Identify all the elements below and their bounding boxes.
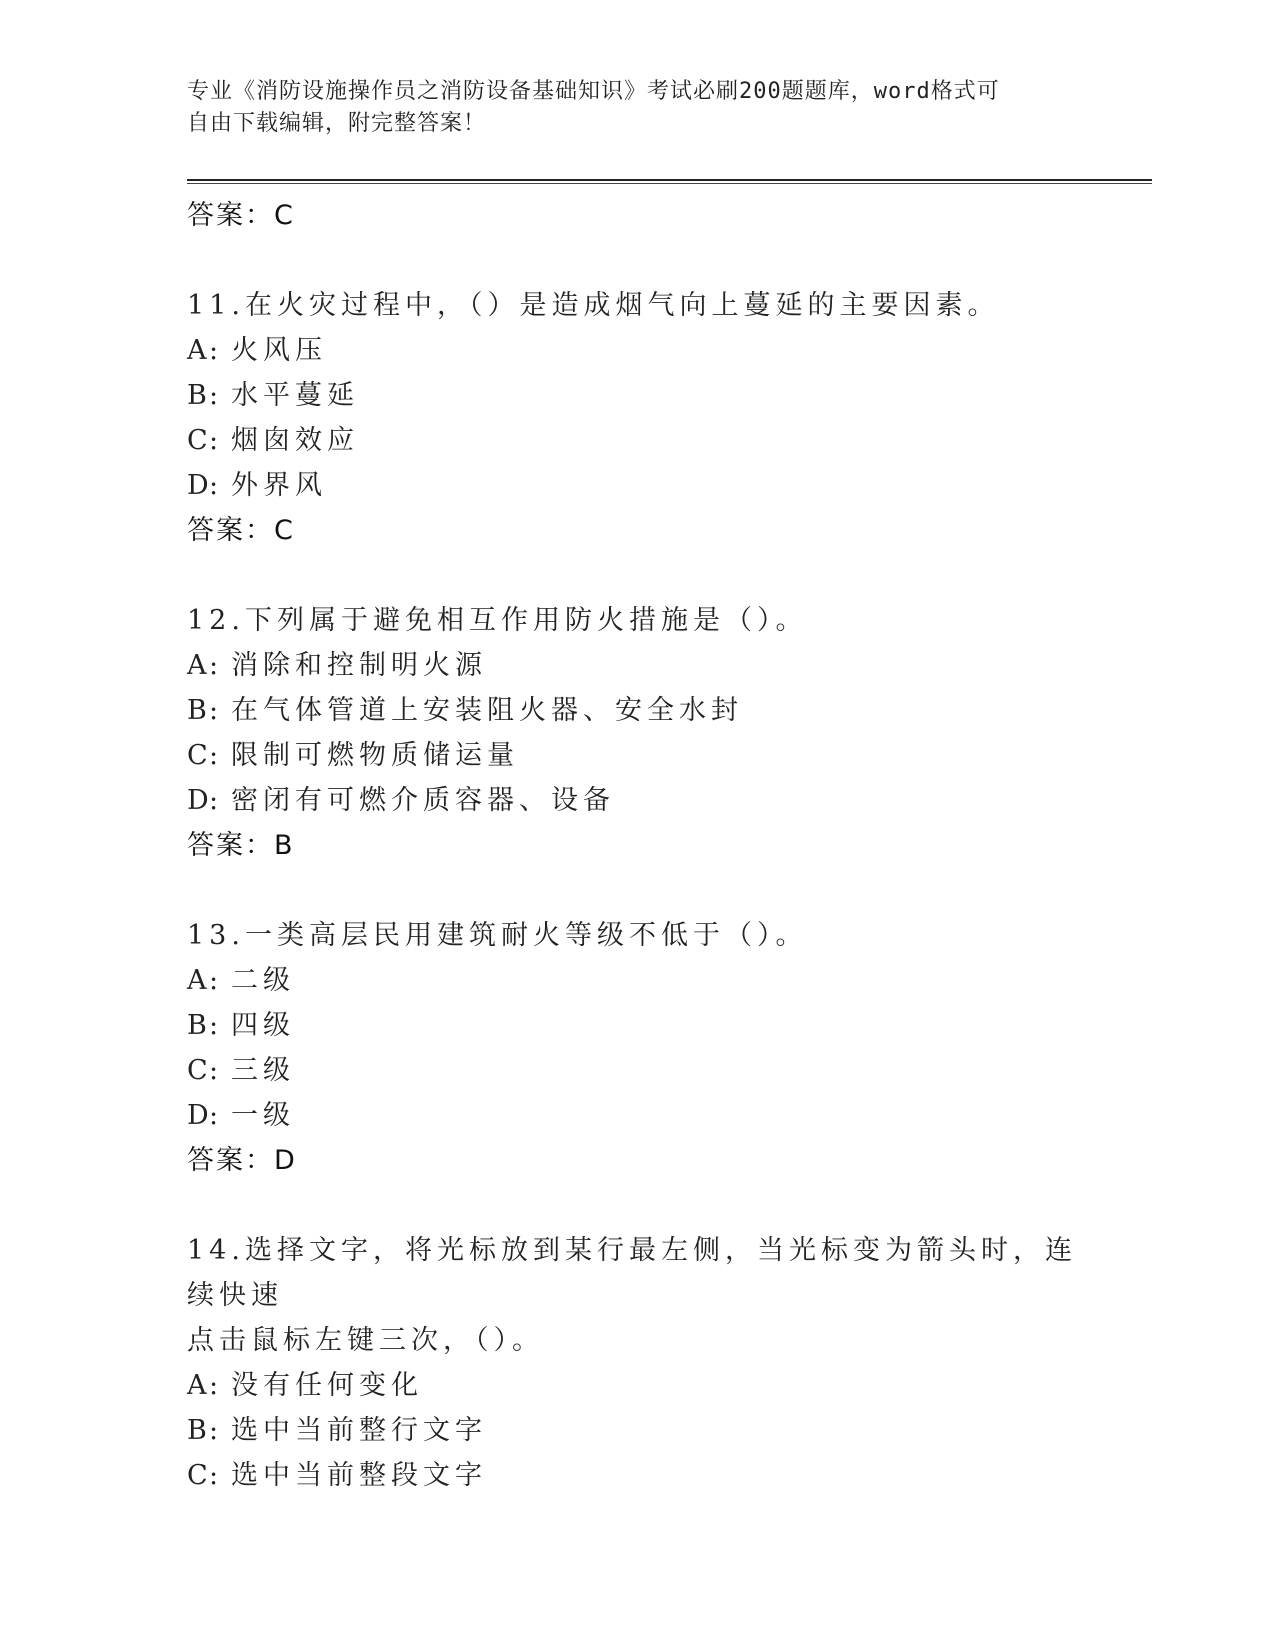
answer-label: 答案： — [187, 200, 274, 231]
answer-value: C — [274, 200, 293, 231]
option-a: A: 没有任何变化 — [187, 1370, 423, 1401]
option-a: A: 消除和控制明火源 — [187, 650, 487, 681]
question-block — [187, 913, 1087, 1184]
answer-line: 答案：B — [187, 830, 293, 861]
option-b: B: 选中当前整行文字 — [187, 1415, 487, 1446]
question-text: 13.一类高层民用建筑耐火等级不低于（）。 — [187, 920, 808, 951]
question-text-line-2: 点击鼠标左键三次，（）。 — [187, 1325, 544, 1356]
question-text: 12.下列属于避免相互作用防火措施是（）。 — [187, 605, 808, 636]
option-d: D: 外界风 — [187, 470, 327, 501]
answer-line — [187, 193, 1087, 239]
header-divider — [187, 179, 1152, 181]
option-c: C: 烟囱效应 — [187, 425, 359, 456]
question-list — [187, 193, 1087, 1498]
question-block — [187, 1228, 1087, 1498]
question-block — [187, 598, 1087, 869]
header-line-1: 专业《消防设施操作员之消防设备基础知识》考试必刷200题题库，word格式可 — [187, 79, 1000, 104]
option-d: D: 密闭有可燃介质容器、设备 — [187, 785, 615, 816]
option-c: C: 三级 — [187, 1055, 295, 1086]
question-text-line-1: 14.选择文字，将光标放到某行最左侧，当光标变为箭头时，连续快速 — [187, 1235, 1077, 1311]
question-block — [187, 283, 1087, 554]
option-b: B: 四级 — [187, 1010, 295, 1041]
question-text: 11.在火灾过程中，（）是造成烟气向上蔓延的主要因素。 — [187, 290, 1000, 321]
answer-line: 答案：C — [187, 515, 293, 546]
document-header — [187, 76, 1067, 140]
option-c: C: 限制可燃物质储运量 — [187, 740, 519, 771]
option-a: A: 火风压 — [187, 335, 327, 366]
header-divider-secondary — [187, 183, 1152, 184]
option-d: D: 一级 — [187, 1100, 295, 1131]
option-c: C: 选中当前整段文字 — [187, 1460, 487, 1491]
option-b: B: 在气体管道上安装阻火器、安全水封 — [187, 695, 743, 726]
option-a: A: 二级 — [187, 965, 295, 996]
answer-line: 答案：D — [187, 1145, 295, 1176]
header-line-2: 自由下载编辑，附完整答案！ — [187, 111, 487, 136]
option-b: B: 水平蔓延 — [187, 380, 359, 411]
